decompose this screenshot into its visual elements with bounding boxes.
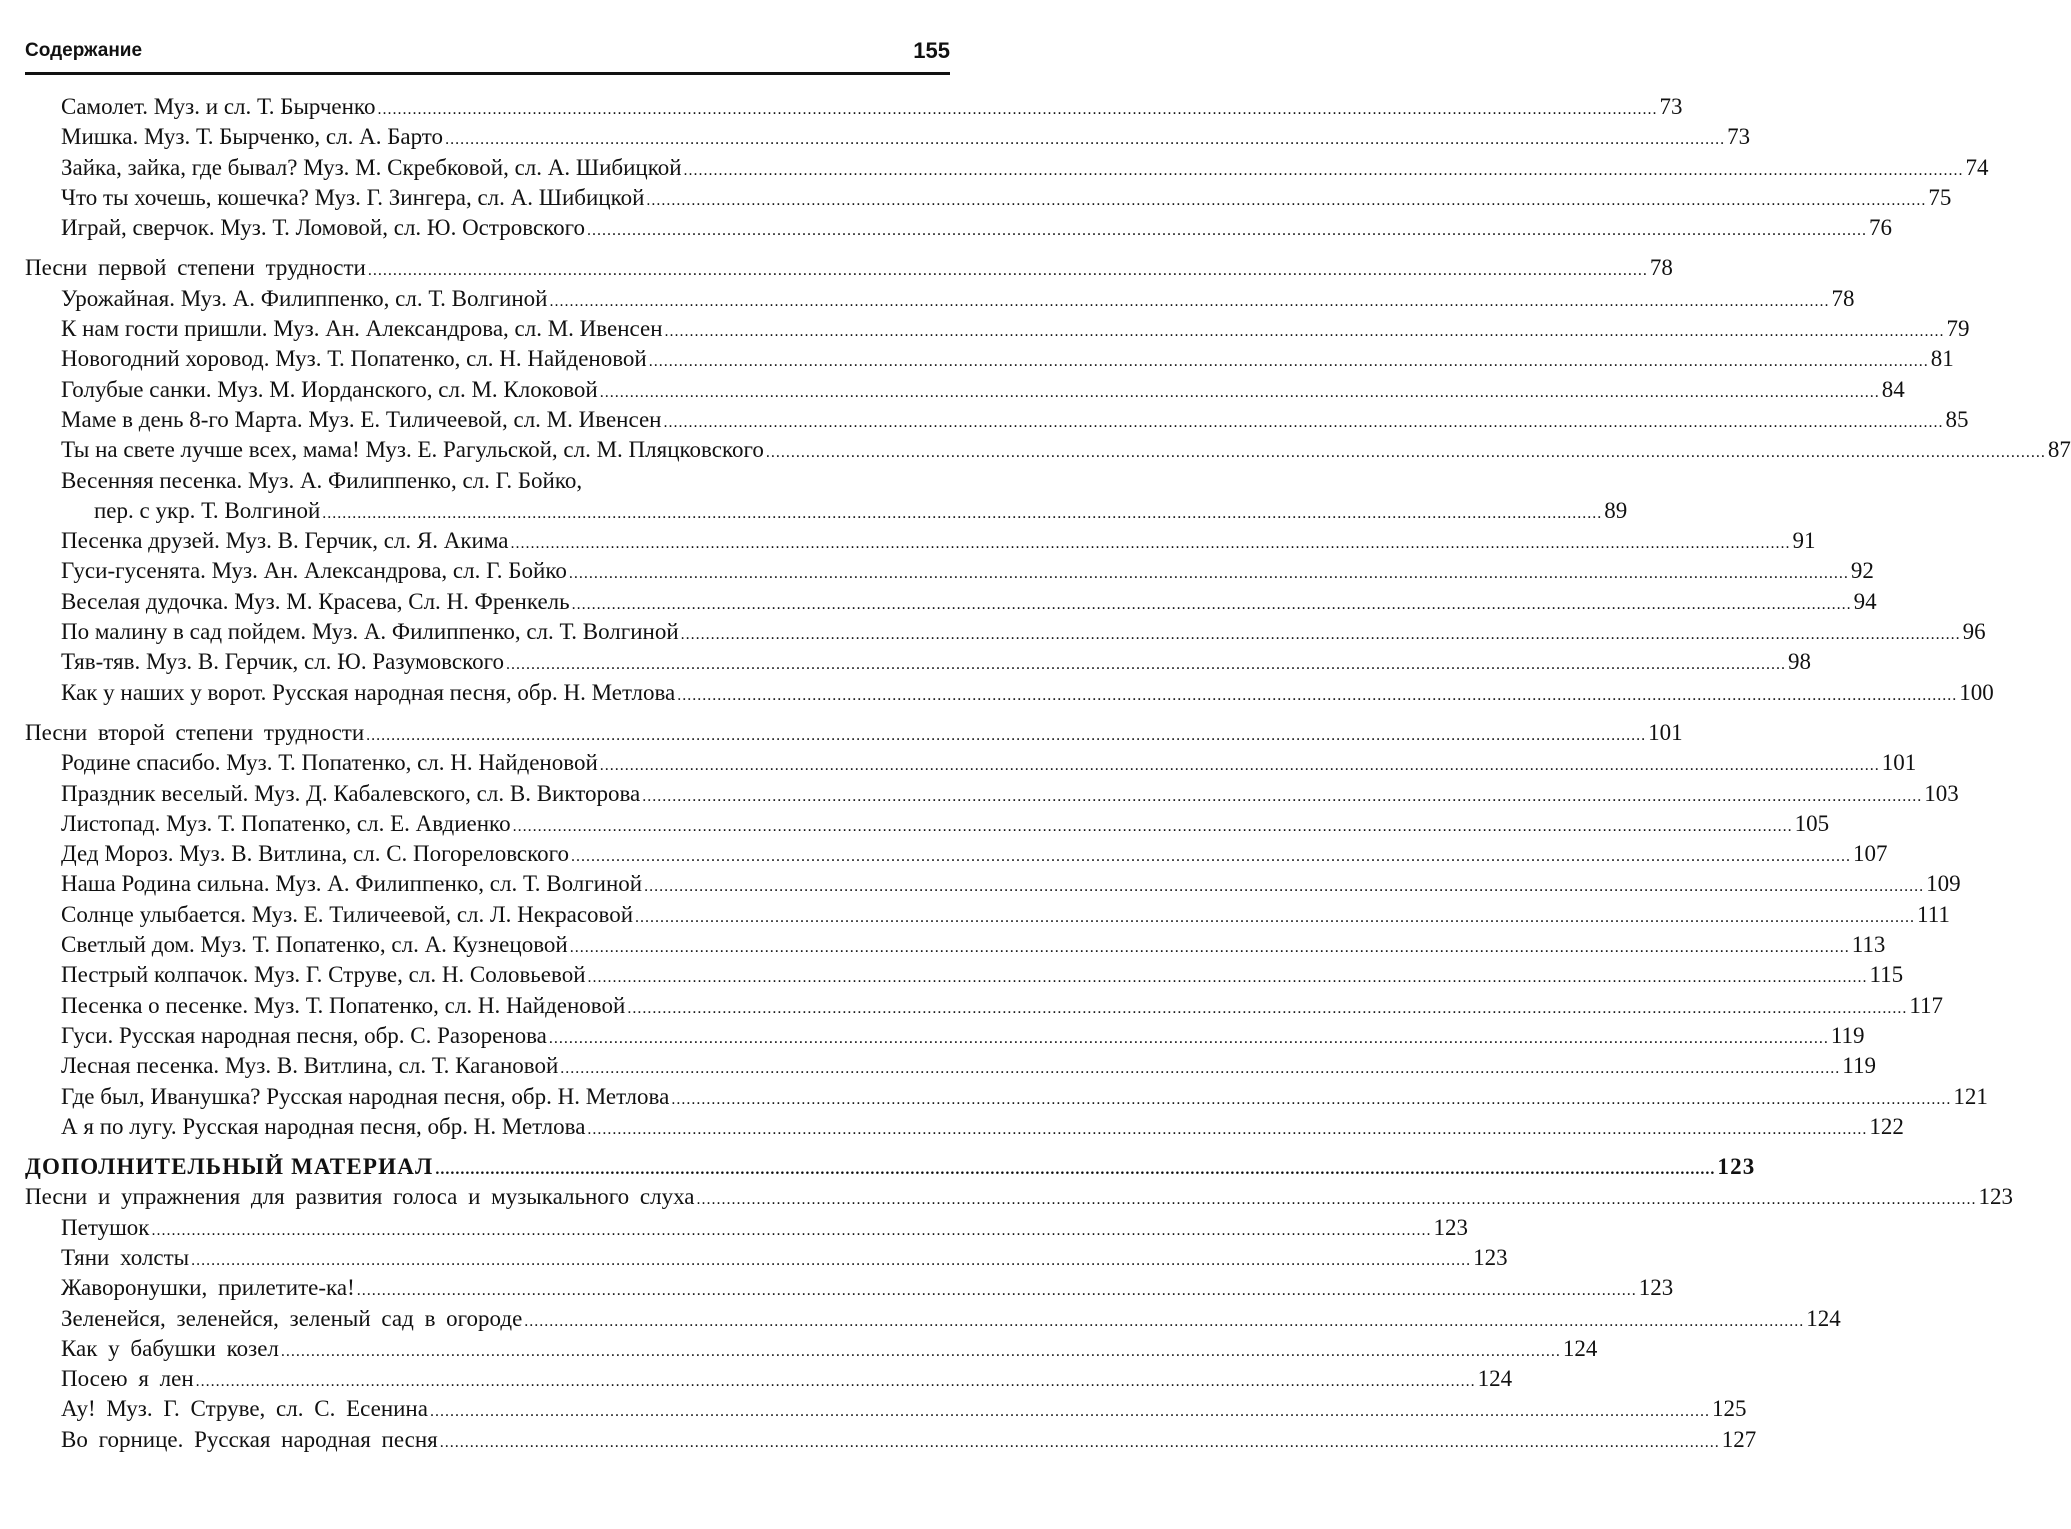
toc-entry — [25, 780, 1959, 811]
toc-entry-page: 84 — [1881, 376, 1905, 402]
leader-dots — [569, 565, 1849, 583]
toc-entry-page: 73 — [1659, 94, 1683, 119]
toc-entry — [25, 871, 1961, 901]
leader-dots — [549, 1030, 1829, 1048]
toc-entry — [25, 1275, 1674, 1305]
toc-entry-title: Весенняя песенка. Муз. А. Филиппенко, сл. Г. Бойко, — [61, 467, 583, 493]
leader-dots — [684, 162, 1964, 180]
leader-dots — [600, 757, 1880, 775]
toc-entry-page: 98 — [1787, 649, 1811, 675]
toc-section-heading — [25, 255, 1673, 285]
toc-entry-title: Маме в день 8-го Марта. Муз. Е. Тиличеевой, сл. М. Ивенсен — [61, 406, 662, 432]
toc-entry-title: Тяв-тяв. Муз. В. Герчик, сл. Ю. Разумовского — [61, 649, 504, 675]
leader-dots — [671, 1091, 1951, 1109]
leader-dots — [366, 727, 1646, 745]
page-number: 155 — [913, 38, 950, 63]
running-header-title: Содержание — [25, 40, 143, 61]
toc-entry-title: Петушок — [61, 1214, 150, 1240]
toc-entry — [25, 316, 1970, 346]
toc-entry — [25, 619, 1986, 649]
leader-dots — [572, 596, 1852, 614]
toc-entry-page: 103 — [1924, 780, 1959, 806]
toc-entry-title: Светлый дом. Муз. Т. Попатенко, сл. А. Кузнецовой — [61, 932, 568, 958]
leader-dots — [506, 656, 1786, 674]
toc-section-heading — [25, 719, 1683, 750]
table-of-contents — [25, 94, 2071, 1457]
toc-entry-page: 117 — [1909, 992, 1943, 1018]
toc-entry — [25, 750, 1917, 780]
toc-entry-page: 123 — [1433, 1214, 1468, 1240]
toc-entry-title: Голубые санки. Муз. М. Иорданского, сл. М. Клоковой — [61, 376, 598, 402]
toc-entry-page: 74 — [1965, 154, 1989, 180]
toc-entry-page: 119 — [1842, 1053, 1876, 1079]
toc-entry-page: 87 — [2047, 437, 2071, 463]
toc-entry — [25, 649, 1811, 679]
toc-entry-title: Зеленейся, зеленейся, зеленый сад в огороде — [61, 1305, 523, 1331]
leader-dots — [191, 1252, 1471, 1270]
toc-entry-page: 121 — [1953, 1083, 1988, 1109]
leader-dots — [524, 1313, 1804, 1331]
toc-entry-title: Новогодний хоровод. Муз. Т. Попатенко, сл. Н. Найденовой — [61, 346, 647, 372]
toc-entry — [25, 992, 1943, 1023]
toc-entry-page: 111 — [1917, 901, 1950, 927]
toc-entry — [25, 962, 1904, 992]
toc-entry-page: 123 — [1978, 1184, 2013, 1210]
toc-entry-page: 85 — [1945, 406, 1969, 432]
toc-entry — [25, 1053, 1876, 1083]
toc-entry-page: 123 — [1473, 1244, 1508, 1270]
toc-entry-title: Гуси. Русская народная песня, обр. С. Разоренова — [61, 1022, 547, 1048]
leader-dots — [663, 414, 1943, 432]
toc-entry — [25, 184, 1952, 215]
toc-entry-title: Мишка. Муз. Т. Бырченко, сл. А. Барто — [61, 124, 444, 150]
toc-entry — [25, 588, 1877, 619]
toc-entry-page: 100 — [1959, 679, 1994, 705]
leader-dots — [696, 1191, 1976, 1209]
toc-entry-page: 124 — [1562, 1335, 1598, 1361]
toc-entry-title: Как у наших у ворот. Русская народная песня, обр. Н. Метлова — [61, 679, 676, 705]
toc-entry-title: Песенка о песенке. Муз. Т. Попатенко, сл. Н. Найденовой — [61, 992, 626, 1018]
leader-dots — [766, 444, 2046, 462]
leader-dots — [357, 1282, 1637, 1300]
leader-dots — [588, 969, 1868, 987]
toc-entry-title: Листопад. Муз. Т. Попатенко, сл. Е. Авдиенко — [61, 810, 511, 836]
toc-entry — [25, 94, 1683, 124]
toc-entry-title: К нам гости пришли. Муз. Ан. Александрова, сл. М. Ивенсен — [61, 316, 663, 342]
leader-dots — [570, 939, 1850, 957]
toc-entry-page: 101 — [1881, 750, 1917, 776]
toc-group — [25, 528, 1994, 710]
leader-dots — [600, 384, 1880, 402]
toc-entry-page: 125 — [1711, 1396, 1747, 1422]
toc-group — [25, 94, 1989, 245]
leader-dots — [665, 323, 1945, 341]
leader-dots — [322, 505, 1602, 523]
toc-entry-title: Играй, сверчок. Муз. Т. Ломовой, сл. Ю. Островского — [61, 215, 586, 241]
toc-entry-title: Веселая дудочка. Муз. М. Красева, Сл. Н. Френкель — [61, 588, 570, 614]
toc-entry-page: 123 — [1638, 1275, 1674, 1301]
leader-dots — [587, 222, 1867, 240]
leader-dots — [430, 1403, 1710, 1421]
toc-entry-title: Песни первой степени трудности — [25, 255, 366, 281]
toc-entry-title: Где был, Иванушка? Русская народная песня, обр. Н. Метлова — [61, 1083, 670, 1109]
toc-entry — [25, 1083, 1988, 1114]
leader-dots — [635, 909, 1915, 927]
toc-entry — [25, 932, 1886, 962]
leader-dots — [627, 1000, 1907, 1018]
toc-entry-title: Как у бабушки козел — [61, 1335, 279, 1361]
toc-entry — [25, 1214, 1468, 1245]
toc-entry-page: 76 — [1869, 215, 1893, 241]
toc-entry-page: 109 — [1926, 871, 1961, 897]
toc-part-heading — [25, 1154, 1756, 1184]
toc-entry-title: Жаворонушки, прилетите-ка! — [61, 1275, 355, 1301]
toc-entry-page: 122 — [1869, 1113, 1904, 1139]
toc-entry-page: 123 — [1717, 1154, 1756, 1180]
toc-entry-title: Зайка, зайка, где бывал? Муз. М. Скребковой, сл. А. Шибицкой — [61, 154, 682, 180]
toc-entry — [25, 841, 1888, 871]
toc-entry-continuation — [25, 497, 1628, 528]
toc-entry-title: ДОПОЛНИТЕЛЬНЫЙ МАТЕРИАЛ — [25, 1154, 434, 1180]
leader-dots — [368, 262, 1648, 280]
leader-dots — [571, 848, 1851, 866]
toc-entry-title: Лесная песенка. Муз. В. Витлина, сл. Т. Кагановой — [61, 1053, 559, 1079]
toc-entry-page: 96 — [1962, 619, 1986, 645]
leader-dots — [649, 353, 1929, 371]
toc-group — [25, 285, 2071, 468]
toc-entry-page: 119 — [1830, 1022, 1865, 1048]
toc-entry-title: А я по лугу. Русская народная песня, обр. Н. Метлова — [61, 1113, 586, 1139]
toc-entry-title: Гуси-гусенята. Муз. Ан. Александрова, сл. Г. Бойко — [61, 558, 567, 584]
toc-entry-title: Солнце улыбается. Муз. Е. Тиличеевой, сл. Л. Некрасовой — [61, 901, 634, 927]
toc-entry-title: Посею я лен — [61, 1366, 194, 1392]
toc-entry — [25, 215, 1893, 245]
toc-entry-page: 115 — [1869, 962, 1904, 988]
toc-section-heading — [25, 1184, 2013, 1214]
toc-entry — [25, 468, 950, 498]
toc-entry-title: Песни второй степени трудности — [25, 719, 365, 745]
toc-entry-page: 92 — [1850, 558, 1874, 584]
leader-dots — [642, 788, 1922, 806]
toc-entry-page: 79 — [1946, 316, 1970, 342]
leader-dots — [510, 535, 1790, 553]
toc-group — [25, 750, 1988, 1144]
leader-dots — [587, 1121, 1867, 1139]
toc-entry-page: 78 — [1649, 255, 1673, 281]
toc-entry — [25, 154, 1989, 185]
toc-entry-title: Что ты хочешь, кошечка? Муз. Г. Зингера, сл. А. Шибицкой — [61, 184, 645, 210]
leader-dots — [445, 131, 1725, 149]
toc-entry-page: 127 — [1721, 1426, 1757, 1452]
toc-entry-page: 124 — [1806, 1305, 1841, 1331]
toc-entry — [25, 1022, 1865, 1053]
toc-entry-title: Во горнице. Русская народная песня — [61, 1426, 438, 1452]
toc-entry — [25, 1426, 1757, 1457]
toc-entry-title: Праздник веселый. Муз. Д. Кабалевского, сл. В. Викторова — [61, 780, 641, 806]
toc-entry-title: Родине спасибо. Муз. Т. Попатенко, сл. Н. Найденовой — [61, 750, 598, 776]
toc-entry-title: По малину в сад пойдем. Муз. А. Филиппенко, сл. Т. Волгиной — [61, 619, 679, 645]
toc-entry-page: 91 — [1792, 528, 1816, 554]
toc-entry-title: Самолет. Муз. и сл. Т. Бырченко — [61, 94, 376, 119]
leader-dots — [560, 1060, 1840, 1078]
leader-dots — [677, 687, 1957, 705]
leader-dots — [281, 1343, 1561, 1361]
leader-dots — [513, 818, 1793, 836]
toc-entry-title: Урожайная. Муз. А. Филиппенко, сл. Т. Волгиной — [61, 285, 548, 311]
toc-entry — [25, 1366, 1513, 1396]
toc-entry — [25, 285, 1855, 316]
leader-dots — [549, 293, 1829, 311]
toc-entry-page: 73 — [1727, 124, 1751, 150]
toc-entry-page: 124 — [1477, 1366, 1513, 1392]
toc-entry-page: 107 — [1853, 841, 1888, 867]
leader-dots — [440, 1434, 1720, 1452]
toc-entry-page: 94 — [1853, 588, 1877, 614]
toc-entry-title: Пестрый колпачок. Муз. Г. Струве, сл. Н. Соловьевой — [61, 962, 586, 988]
toc-entry-page: 81 — [1930, 346, 1954, 372]
toc-entry-title: Песенка друзей. Муз. В. Герчик, сл. Я. Акима — [61, 528, 509, 554]
leader-dots — [646, 192, 1926, 210]
toc-group — [25, 1214, 1841, 1457]
toc-entry-title: Ау! Муз. Г. Струве, сл. С. Есенина — [61, 1396, 428, 1422]
toc-entry-page: 89 — [1604, 497, 1628, 523]
toc-entry-page: 105 — [1794, 810, 1830, 836]
toc-entry — [25, 124, 1751, 154]
toc-entry — [25, 346, 1954, 376]
toc-entry — [25, 558, 1874, 588]
toc-entry — [25, 901, 1950, 932]
toc-entry — [25, 437, 2071, 467]
leader-dots — [196, 1373, 1476, 1391]
leader-dots — [681, 626, 1961, 644]
toc-entry — [25, 406, 1969, 437]
leader-dots — [377, 101, 1657, 119]
toc-entry — [25, 1305, 1841, 1336]
toc-entry-title: Песни и упражнения для развития голоса и музыкального слуха — [25, 1184, 695, 1210]
toc-entry — [25, 810, 1830, 841]
leader-dots — [151, 1222, 1431, 1240]
running-header — [25, 30, 950, 75]
toc-entry — [25, 376, 1905, 407]
toc-entry-title: пер. с укр. Т. Волгиной — [94, 497, 321, 523]
toc-entry-page: 113 — [1851, 932, 1886, 958]
toc-entry-title: Наша Родина сильна. Муз. А. Филиппенко, сл. Т. Волгиной — [61, 871, 643, 897]
toc-entry — [25, 528, 1816, 558]
leader-dots — [435, 1161, 1715, 1179]
toc-entry-title: Тяни холсты — [61, 1244, 190, 1270]
toc-entry — [25, 1335, 1598, 1366]
toc-entry — [25, 1113, 1904, 1144]
toc-entry-title: Дед Мороз. Муз. В. Витлина, сл. С. Погореловского — [61, 841, 570, 867]
toc-entry — [25, 679, 1994, 710]
toc-entry — [25, 1396, 1747, 1426]
toc-entry-page: 75 — [1928, 184, 1952, 210]
toc-entry-page: 101 — [1648, 719, 1683, 745]
leader-dots — [644, 878, 1924, 896]
toc-entry-title: Ты на свете лучше всех, мама! Муз. Е. Рагульской, сл. М. Пляцковского — [61, 437, 764, 463]
toc-entry-page: 78 — [1831, 285, 1855, 311]
toc-entry — [25, 1244, 1508, 1275]
